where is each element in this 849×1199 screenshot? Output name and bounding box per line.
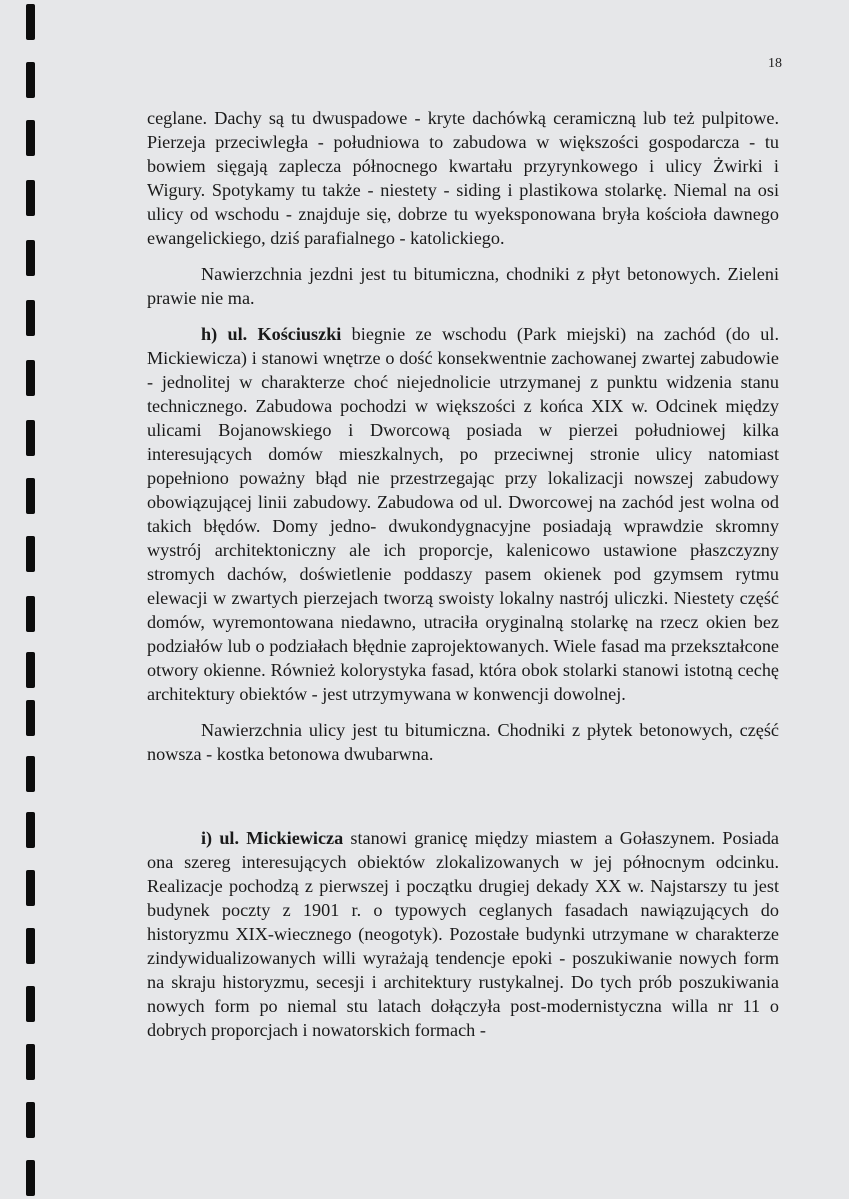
binding-hole	[26, 62, 35, 98]
binding-hole	[26, 596, 35, 632]
binding-hole	[26, 652, 35, 688]
paragraph-ul-kosciuszki	[147, 322, 779, 706]
binding-hole	[26, 1160, 35, 1196]
paragraph-text: ceglane. Dachy są tu dwuspadowe - kryte dachówką ceramiczną lub też pulpitowe. Pierzeja przeciwległa - południowa to zabudowa w większości gospodarcza - tu bowiem sięgają zaplecza północnego kwartału przyrynkowego i ulicy Żwirki i Wigury. Spotykamy tu także - niestety - siding i plastikowa stolarkę. Niemal na osi ulicy od wschodu - znajduje się, dobrze tu wyeksponowana bryła kościoła dawnego ewangelickiego, dziś parafialnego - katolickiego.	[147, 108, 779, 248]
binding-hole	[26, 420, 35, 456]
binding-hole	[26, 1102, 35, 1138]
binding-hole	[26, 756, 35, 792]
binding-hole	[26, 4, 35, 40]
binding-hole	[26, 120, 35, 156]
binding-hole	[26, 360, 35, 396]
section-heading: h) ul. Kościuszki	[201, 324, 342, 344]
binding-hole	[26, 536, 35, 572]
binding-hole	[26, 700, 35, 736]
binding-hole	[26, 986, 35, 1022]
binding-hole	[26, 870, 35, 906]
binding-hole	[26, 812, 35, 848]
paragraph-text: Nawierzchnia jezdni jest tu bitumiczna, chodniki z płyt betonowych. Zieleni prawie nie ma.	[147, 264, 779, 308]
paragraph-text: biegnie ze wschodu (Park miejski) na zachód (do ul. Mickiewicza) i stanowi wnętrze o dość konsekwentnie zachowanej zwartej zabudowie - jednolitej w charakterze choć niejednolicie utrzymanej z punktu widzenia stanu technicznego. Zabudowa pochodzi w większości z końca XIX w. Odcinek między ulicami Bojanowskiego i Dworcową posiada w pierzei południowej kilka interesujących domów mieszkalnych, po przeciwnej stronie ulicy natomiast popełniono poważny błąd nie przestrzegając przy lokalizacji nowszej zabudowy obowiązującej linii zabudowy. Zabudowa od ul. Dworcowej na zachód jest wolna od takich błędów. Domy jedno- dwukondygnacyjne posiadają wprawdzie skromny wystrój architektoniczny ale ich proporcje, kalenicowo ustawione płaszczyzny stromych dachów, doświetlenie poddaszy pasem okienek pod gzymsem rytmu elewacji w zwartych pierzejach tworzą swoisty lokalny nastrój uliczki. Niestety część domów, wyremontowana niedawno, utraciła oryginalną stolarkę na rzecz okien bez podziałów lub o podziałach błędnie zaprojektowanych. Wiele fasad ma przekształcone otwory okienne. Również kolorystyka fasad, która obok stolarki stanowi istotną cechę architektury obiektów - jest utrzymywana w konwencji dowolnej.	[147, 324, 780, 704]
binding-hole	[26, 300, 35, 336]
binding-hole	[26, 1044, 35, 1080]
paragraph-nawierzchnia-jezdni	[147, 262, 779, 310]
paragraph-dachy	[147, 106, 779, 250]
paragraph-text: Nawierzchnia ulicy jest tu bitumiczna. Chodniki z płytek betonowych, część nowsza - kostka betonowa dwubarwna.	[147, 720, 779, 764]
binding-hole	[26, 478, 35, 514]
binding-hole	[26, 240, 35, 276]
section-heading: i) ul. Mickiewicza	[201, 828, 344, 848]
binding-hole	[26, 928, 35, 964]
paragraph-nawierzchnia-ulicy	[147, 718, 779, 766]
paragraph-ul-mickiewicza	[147, 826, 779, 1042]
binding-margin	[0, 0, 40, 1199]
page-number: 18	[768, 56, 782, 71]
document-body	[147, 106, 779, 1042]
paragraph-text: stanowi granicę między miastem a Gołaszynem. Posiada ona szereg interesujących obiektów zlokalizowanych w jej północnym odcinku. Realizacje pochodzą z pierwszej i początku drugiej dekady XX w. Najstarszy tu jest budynek poczty z 1901 r. o typowych ceglanych fasadach nawiązujących do historyzmu XIX-wiecznego (neogotyk). Pozostałe budynki utrzymane w charakterze zindywidualizowanych willi wyrażają tendencje epoki - poszukiwanie nowych form na skraju historyzmu, secesji i architektury rustykalnej. Do tych prób poszukiwania nowych form po niemal stu latach dołączyła post-modernistyczna willa nr 11 o dobrych proporcjach i nowatorskich formach -	[147, 828, 779, 1040]
binding-hole	[26, 180, 35, 216]
